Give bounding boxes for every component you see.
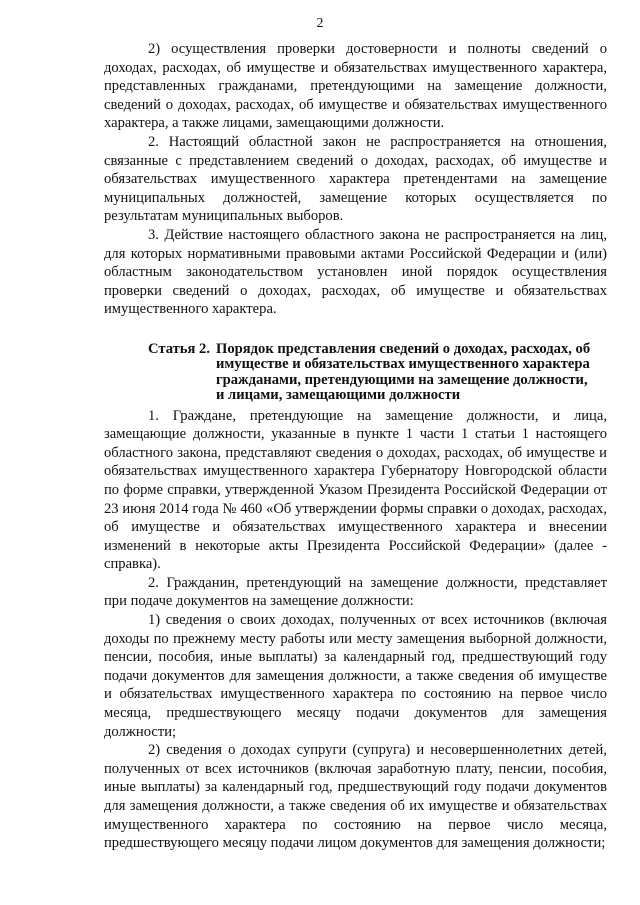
paragraph-other-procedure: 3. Действие настоящего областного закона не распространяется на лиц, для которых нормативными правовыми актами Российской Федерации и (или) областным законодательством установлен иной порядок осуществления проверки сведений о доходах, расходах, об имуществе и обязательствах имущественного характера. (104, 226, 607, 318)
paragraph-scope-exclusion: 2. Настоящий областной закон не распространяется на отношения, связанные с представлением сведений о доходах, расходах, об имуществе и обязательствах имущественного характера претендентами на замещение муниципальных должностей, замещение которых осуществляется по результатам муниципальных выборов. (104, 133, 607, 225)
article-label: Статья 2. (148, 340, 210, 357)
article-title-line: гражданами, претендующими на замещение должности, (216, 371, 588, 388)
paragraph-candidate-submits: 2. Гражданин, претендующий на замещение должности, представляет при подаче документов на замещение должности: (104, 574, 607, 610)
section-gap (104, 319, 607, 342)
article-title (210, 342, 607, 404)
article-heading (104, 342, 607, 404)
article-title-line: Порядок представления сведений о доходах, расходах, об (216, 340, 591, 357)
document-body (104, 40, 607, 853)
page-number: 2 (316, 16, 324, 31)
paragraph-submission-rule: 1. Граждане, претендующие на замещение должности, и лица, замещающие должности, указанные в пункте 1 части 1 статьи 1 настоящего областного закона, представляют сведения о доходах, расходах, об имуществе и обязательствах имущественного характера Губернатору Новгородской области по форме справки, утвержденной Указом Президента Российской Федерации от 23 июня 2014 года № 460 «Об утверждении формы справки о доходах, расходах, об имуществе и обязательствах имущественного характера и внесении изменений в некоторые акты Президента Российской Федерации» (далее - справка). (104, 407, 607, 573)
paragraph-family-income: 2) сведения о доходах супруги (супруга) и несовершеннолетних детей, полученных от всех источников (включая заработную плату, пенсии, пособия, иные выплаты) за календарный год, предшествующий году подачи документов для замещения должности, а также сведения об их имуществе и обязательствах имущественного характера по состоянию на первое число месяца, предшествующего месяцу подачи лицом документов для замещения должности; (104, 742, 607, 852)
paragraph-verification-item: 2) осуществления проверки достоверности и полноты сведений о доходах, расходах, об имуществе и обязательствах имущественного характера, представленных гражданами, претендующими на замещение должности, сведений о доходах, расходах, об имуществе и обязательствах имущественного характера, а также лицами, замещающими должности. (104, 41, 607, 132)
article-title-line: имуществе и обязательствах имущественного характера (216, 356, 590, 373)
paragraph-own-income: 1) сведения о своих доходах, полученных от всех источников (включая доходы по прежнему месту работы или месту замещения выборной должности, пенсии, пособия, иные выплаты) за календарный год, предшествующий году подачи документов для замещения должности, а также сведения об имуществе и обязательствах имущественного характера по состоянию на первое число месяца, предшествующего месяцу подачи документов для замещения должности; (104, 612, 607, 740)
article-title-line: и лицами, замещающими должности (216, 387, 461, 404)
